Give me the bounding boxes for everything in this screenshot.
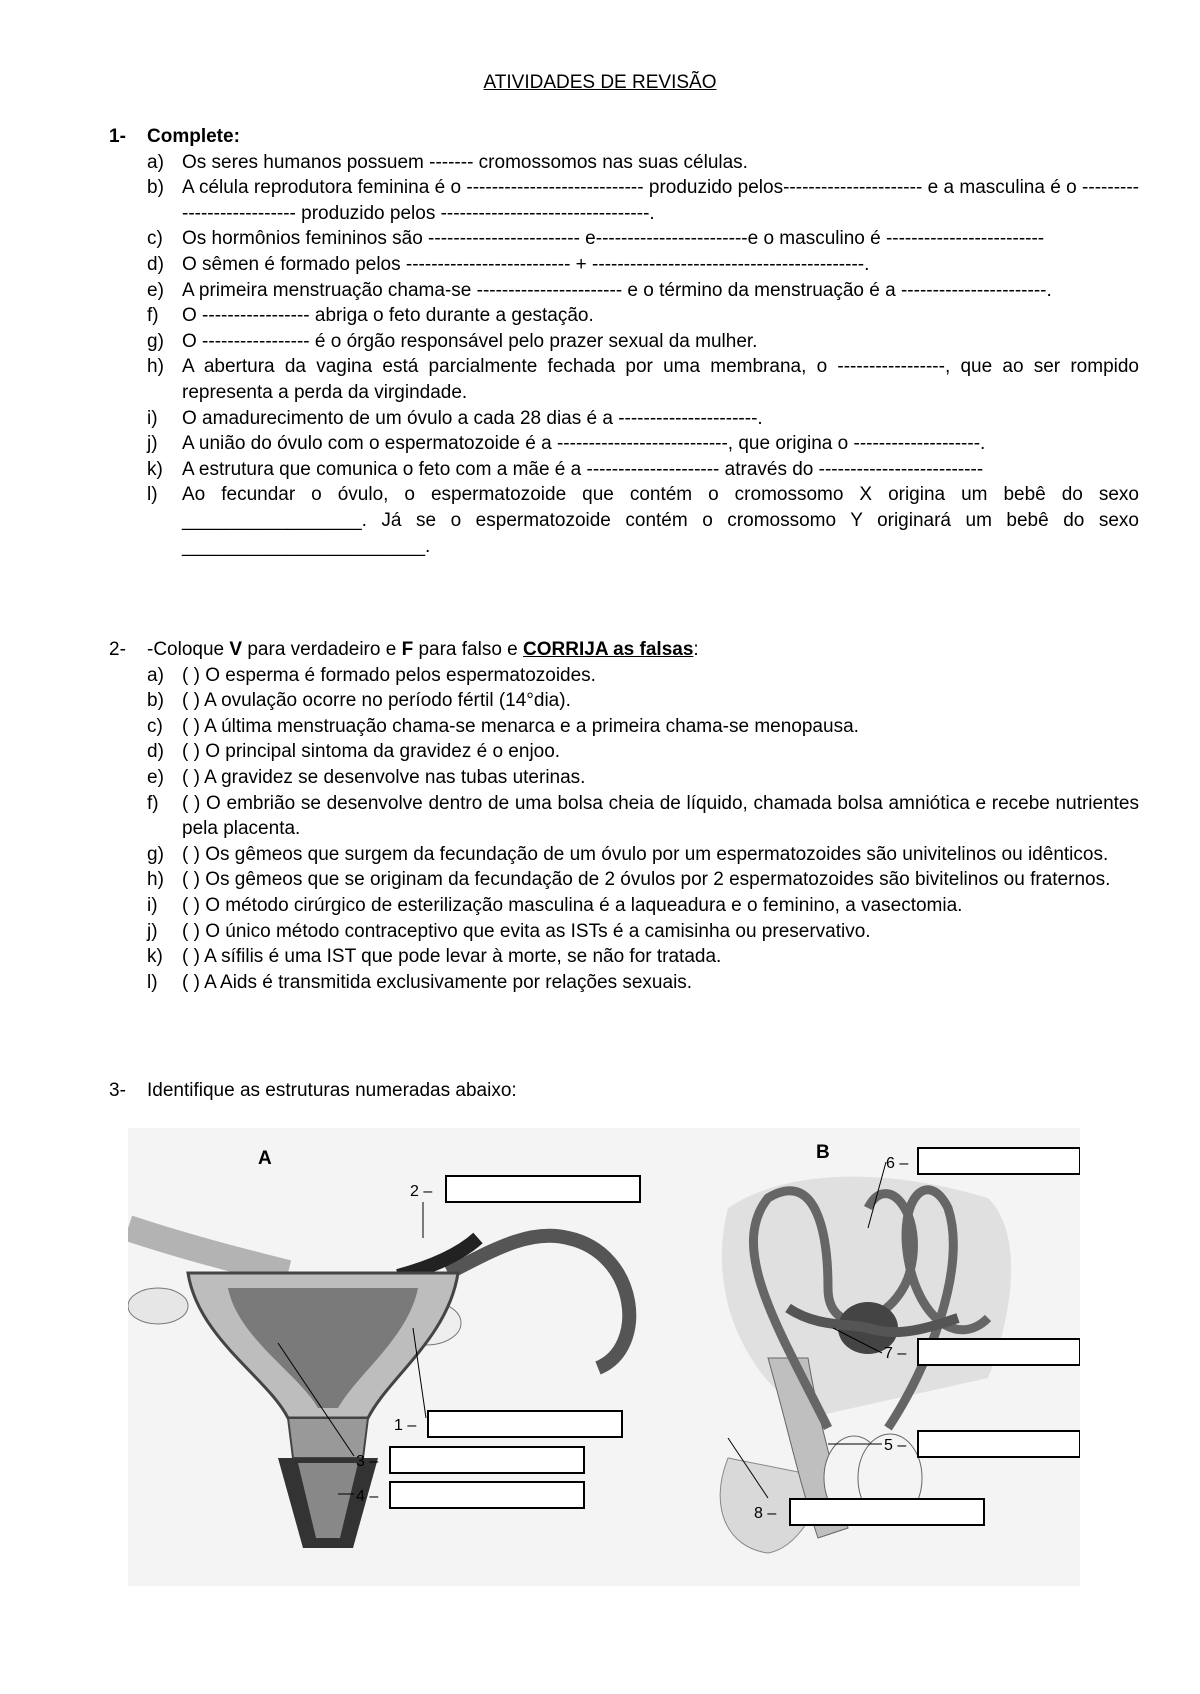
page-title: ATIVIDADES DE REVISÃO bbox=[483, 72, 717, 93]
list-item bbox=[109, 765, 1139, 791]
female-reproductive-diagram bbox=[128, 1148, 640, 1548]
item-letter: j) bbox=[147, 433, 158, 455]
item-text: ( ) A última menstruação chama-se menarca e a primeira chama-se menopausa. bbox=[182, 715, 859, 737]
list-item bbox=[109, 406, 1139, 432]
item-letter: i) bbox=[147, 894, 158, 916]
instruction-part: -Coloque bbox=[147, 639, 230, 660]
item-letter: d) bbox=[147, 253, 164, 275]
item-letter: b) bbox=[147, 177, 164, 199]
list-item bbox=[109, 278, 1139, 304]
list-item bbox=[109, 919, 1139, 945]
left-ovary bbox=[128, 1288, 188, 1324]
label-6-number: 6 – bbox=[886, 1155, 909, 1172]
item-letter: i) bbox=[147, 407, 158, 429]
item-letter: g) bbox=[147, 843, 164, 865]
question-3-header bbox=[109, 1078, 1139, 1104]
list-item bbox=[109, 431, 1139, 457]
label-4-answer-box[interactable] bbox=[390, 1482, 584, 1508]
true-marker: V bbox=[229, 639, 243, 660]
question-number: 3- bbox=[109, 1080, 126, 1101]
instruction-part: para verdadeiro e bbox=[242, 639, 402, 660]
item-letter: g) bbox=[147, 330, 164, 352]
label-4-number: 4 – bbox=[356, 1488, 379, 1505]
item-letter: c) bbox=[147, 228, 163, 250]
item-letter: k) bbox=[147, 458, 163, 480]
list-item bbox=[109, 893, 1139, 919]
label-7-number: 7 – bbox=[884, 1345, 907, 1362]
item-letter: j) bbox=[147, 920, 158, 942]
item-text: A célula reprodutora feminina é o ---------------------------- produzido pelos---------------------- e a masculina é o --------------------------- produzido pelos ---------------------------------. bbox=[182, 177, 1139, 224]
label-1-number: 1 – bbox=[394, 1417, 417, 1434]
item-text: ( ) O método cirúrgico de esterilização masculina é a laqueadura e o feminino, a vasectomia. bbox=[182, 894, 963, 916]
list-item bbox=[109, 175, 1139, 226]
list-item bbox=[109, 226, 1139, 252]
item-text: O ----------------- é o órgão responsável pelo prazer sexual da mulher. bbox=[182, 330, 758, 352]
item-text: A estrutura que comunica o feto com a mãe é a --------------------- através do -------------------------- bbox=[182, 458, 984, 480]
question-number: 2- bbox=[109, 639, 126, 660]
item-text: Os seres humanos possuem ------- cromossomos nas suas células. bbox=[182, 151, 748, 173]
list-item bbox=[109, 944, 1139, 970]
correct-false-emphasis: CORRIJA as falsas bbox=[523, 639, 694, 660]
list-item bbox=[109, 791, 1139, 842]
left-fallopian-tube bbox=[128, 1228, 288, 1273]
panel-a-letter: A bbox=[258, 1148, 272, 1169]
label-2-number: 2 – bbox=[410, 1183, 433, 1200]
item-text: ( ) Os gêmeos que se originam da fecundação de 2 óvulos por 2 espermatozoides são bivitelinos ou fraternos. bbox=[182, 869, 1111, 891]
list-item bbox=[109, 739, 1139, 765]
item-letter: f) bbox=[147, 305, 159, 327]
item-text: ( ) A Aids é transmitida exclusivamente por relações sexuais. bbox=[182, 971, 693, 993]
item-text: ( ) O único método contraceptivo que evita as ISTs é a camisinha ou preservativo. bbox=[182, 920, 871, 942]
item-letter: b) bbox=[147, 690, 164, 712]
question-heading: Complete: bbox=[147, 126, 240, 147]
item-letter: h) bbox=[147, 869, 164, 891]
item-text: ( ) Os gêmeos que surgem da fecundação de um óvulo por um espermatozoides são univitelinos ou idênticos. bbox=[182, 843, 1109, 865]
item-letter: a) bbox=[147, 664, 164, 686]
list-item bbox=[109, 714, 1139, 740]
label-8-answer-box[interactable] bbox=[790, 1499, 984, 1525]
item-letter: k) bbox=[147, 946, 163, 968]
label-7-answer-box[interactable] bbox=[918, 1339, 1080, 1365]
instruction-part: : bbox=[693, 639, 699, 660]
question-3 bbox=[109, 1078, 1139, 1104]
anatomy-figure bbox=[128, 1128, 1080, 1586]
list-item bbox=[109, 842, 1139, 868]
item-text: ( ) A sífilis é uma IST que pode levar à morte, se não for tratada. bbox=[182, 946, 722, 968]
right-fallopian-tube bbox=[448, 1236, 629, 1368]
question-2 bbox=[109, 637, 1139, 995]
item-letter: e) bbox=[147, 766, 164, 788]
question-2-header bbox=[109, 637, 1139, 663]
false-marker: F bbox=[401, 639, 414, 660]
item-text: O sêmen é formado pelos -------------------------- + -------------------------------------------. bbox=[182, 253, 870, 275]
label-1-answer-box[interactable] bbox=[428, 1411, 622, 1437]
question-1-items bbox=[109, 150, 1139, 560]
question-number: 1- bbox=[109, 126, 126, 147]
label-5-answer-box[interactable] bbox=[918, 1431, 1080, 1457]
label-8-number: 8 – bbox=[754, 1505, 777, 1522]
label-2-answer-box[interactable] bbox=[446, 1176, 640, 1202]
item-text: ( ) O principal sintoma da gravidez é o enjoo. bbox=[182, 741, 561, 763]
list-item bbox=[109, 329, 1139, 355]
item-text: ( ) O embrião se desenvolve dentro de uma bolsa cheia de líquido, chamada bolsa amniótica e recebe nutrientes pela placenta. bbox=[182, 792, 1139, 840]
item-text: A primeira menstruação chama-se ----------------------- e o término da menstruação é a -----------------------. bbox=[182, 279, 1052, 301]
question-heading: Identifique as estruturas numeradas abaixo: bbox=[147, 1080, 517, 1101]
item-text: ( ) A gravidez se desenvolve nas tubas uterinas. bbox=[182, 766, 586, 788]
item-letter: c) bbox=[147, 715, 163, 737]
male-reproductive-diagram bbox=[720, 1142, 1080, 1553]
item-text: Os hormônios femininos são ------------------------ e------------------------e o masculino é ------------------------- bbox=[182, 228, 1045, 250]
list-item bbox=[109, 688, 1139, 714]
list-item bbox=[109, 303, 1139, 329]
question-2-items bbox=[109, 663, 1139, 996]
item-text: ( ) O esperma é formado pelos espermatozoides. bbox=[182, 664, 596, 686]
anatomy-illustration bbox=[128, 1128, 1080, 1586]
item-text: Ao fecundar o óvulo, o espermatozoide que contém o cromossomo X origina um bebê do sexo _________________. Já se o espermatozoide contém o cromossomo Y originará um bebê do sexo _______________________. bbox=[182, 484, 1139, 557]
item-text: O amadurecimento de um óvulo a cada 28 dias é a ----------------------. bbox=[182, 407, 763, 429]
item-text: ( ) A ovulação ocorre no período fértil (14°dia). bbox=[182, 690, 571, 712]
panel-b-letter: B bbox=[816, 1142, 830, 1163]
cervix bbox=[288, 1418, 368, 1458]
item-text: O ----------------- abriga o feto durante a gestação. bbox=[182, 305, 594, 327]
item-letter: f) bbox=[147, 792, 159, 814]
list-item bbox=[109, 970, 1139, 996]
item-text: A abertura da vagina está parcialmente fechada por uma membrana, o -----------------, que ao ser rompido representa a perda da virgindade. bbox=[182, 356, 1139, 403]
item-letter: l) bbox=[147, 484, 158, 506]
item-text: A união do óvulo com o espermatozoide é a ---------------------------, que origina o --------------------. bbox=[182, 433, 986, 455]
list-item bbox=[109, 663, 1139, 689]
list-item bbox=[109, 457, 1139, 483]
item-letter: d) bbox=[147, 741, 164, 763]
question-1 bbox=[109, 124, 1139, 559]
label-3-answer-box[interactable] bbox=[390, 1447, 584, 1473]
list-item bbox=[109, 354, 1139, 405]
item-letter: a) bbox=[147, 151, 164, 173]
label-6-answer-box[interactable] bbox=[918, 1148, 1080, 1174]
list-item bbox=[109, 867, 1139, 893]
list-item bbox=[109, 482, 1139, 559]
list-item bbox=[109, 252, 1139, 278]
instruction-part: para falso e bbox=[413, 639, 524, 660]
list-item bbox=[109, 150, 1139, 176]
item-letter: h) bbox=[147, 356, 164, 378]
label-5-number: 5 – bbox=[884, 1437, 907, 1454]
label-3-number: 3 – bbox=[356, 1453, 379, 1470]
question-instructions bbox=[147, 637, 699, 663]
question-1-header bbox=[109, 124, 1139, 150]
item-letter: e) bbox=[147, 279, 164, 301]
item-letter: l) bbox=[147, 971, 158, 993]
